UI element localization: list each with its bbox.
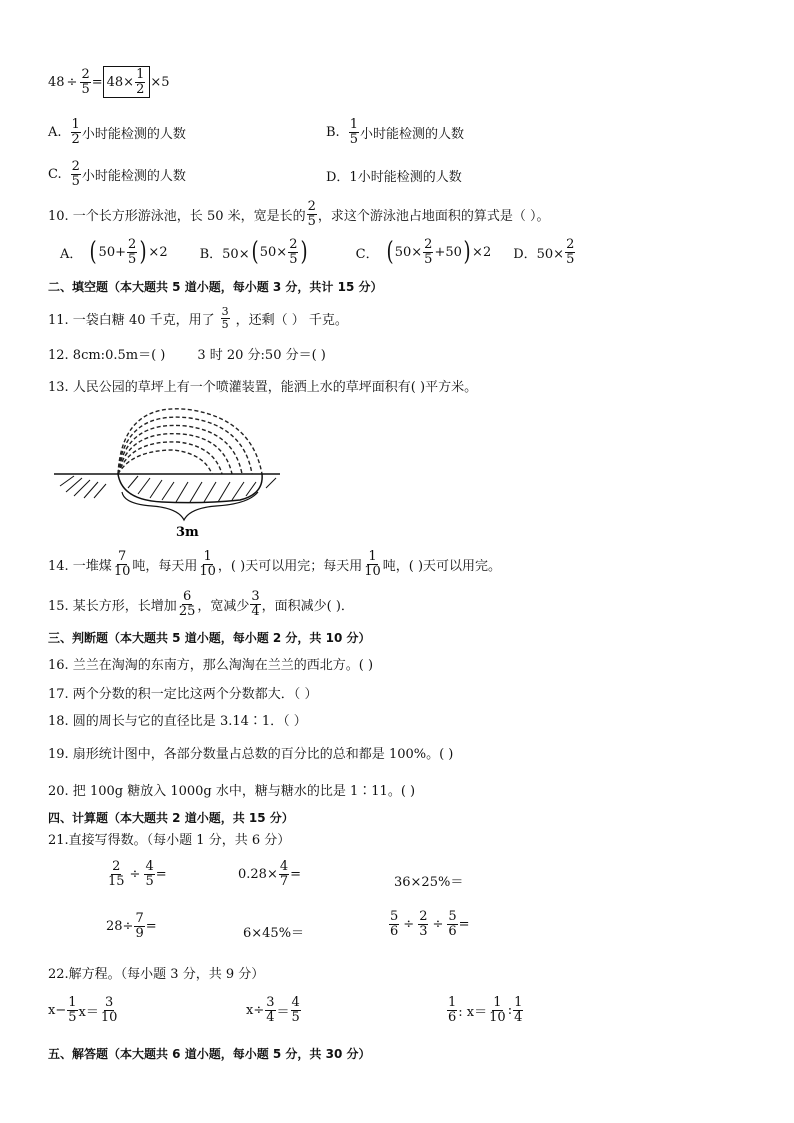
q14: 14. 一堆煤 7 10 吨，每天用 1 10 ，( )天可以用完；每天用 1 10 吨，( )天可以用完。 <box>48 549 502 579</box>
q10-option-b: B．50× ( 50× $\frac{2}{5}$ ) <box>199 237 309 268</box>
q12: 12. 8cm:0.5m＝( ) 3 时 20 分:50 分＝( ) <box>48 348 326 363</box>
q9-option-b: B. 1 5 小时能检测的人数 <box>326 117 464 147</box>
q10-stem: 10. 一个长方形游泳池，长 50 米，宽是长的 2 5 ，求这个游泳池占地面积的算式是（ ）。 <box>48 199 550 229</box>
q21-expr-6: $\frac{5}{6}$ ÷ $\frac{2}{3}$ ÷ $\frac{5}{6}$ = <box>390 909 470 939</box>
q21-expr-2: 0.28× $\frac{4}{7}$ = <box>238 859 302 889</box>
q22-eq-3: 1 6 : x＝ 1 10 : 1 4 <box>448 995 523 1025</box>
q11: 11. 一袋白糖 40 千克，用了 3 5 ，还剩（ ） 千克。 <box>48 305 348 331</box>
q21-expr-3: 36×25%＝ <box>394 875 464 890</box>
q16: 16. 兰兰在淘淘的东南方，那么淘淘在兰兰的西北方。( ) <box>48 658 374 673</box>
q22-eq-1: x− $\frac{1}{5}$ x＝ 3 10 <box>48 995 118 1025</box>
section-heading: 三、判断题（本大题共 5 道小题，每小题 2 分，共 10 分） <box>48 631 371 645</box>
fraction: $\frac{2}{5}$ <box>81 67 90 97</box>
radius-label: 3m <box>176 525 199 540</box>
q15: 15. 某长方形，长增加 6 25 ，宽减少 3 4 ，面积减少( )． <box>48 589 354 619</box>
q9-option-c: C. 2 5 小时能检测的人数 <box>48 159 186 189</box>
q22-eq-2: x÷ $\frac{3}{4}$ ＝ 4 5 <box>246 995 300 1025</box>
boxed-expression: 48× $\frac{1}{2}$ <box>103 66 151 98</box>
q20: 20. 把 100g 糖放入 1000g 水中，糖与糖水的比是 1∶11。( ) <box>48 784 416 799</box>
q9-expression: 48 ÷ $\frac{2}{5}$ = 48× $\frac{1}{2}$ ×5 <box>48 67 170 97</box>
q10-options <box>60 238 576 266</box>
section-heading: 二、填空题（本大题共 5 道小题，每小题 3 分，共计 15 分） <box>48 280 383 294</box>
q17: 17. 两个分数的积一定比这两个分数都大．（ ） <box>48 687 318 702</box>
q21-expr-5: 6×45%＝ <box>243 926 305 941</box>
q10-option-a: A． ( 50+ $\frac{2}{5}$ ) ×2 <box>60 237 168 268</box>
q13: 13. 人民公园的草坪上有一个喷灌装置，能洒上水的草坪面积有( )平方米。 <box>48 380 478 395</box>
q22-title: 22.解方程。（每小题 3 分，共 9 分） <box>48 967 265 982</box>
q10-option-d: D．50× $\frac{2}{5}$ <box>513 237 575 267</box>
q18: 18. 圆的周长与它的直径比是 3.14∶1．（ ） <box>48 714 307 729</box>
section-heading: 五、解答题（本大题共 6 道小题，每小题 5 分，共 30 分） <box>48 1047 371 1061</box>
q10-option-c: C． ( 50× $\frac{2}{5}$ +50 ) ×2 <box>355 237 492 268</box>
q19: 19. 扇形统计图中，各部分数量占总数的百分比的总和都是 100%。( ) <box>48 747 454 762</box>
q21-title: 21.直接写得数。（每小题 1 分，共 6 分） <box>48 833 291 848</box>
q9-option-d: D．1小时能检测的人数 <box>326 170 462 185</box>
section-heading: 四、计算题（本大题共 2 道小题，共 15 分） <box>48 811 294 825</box>
q21-expr-4: 28÷ $\frac{7}{9}$ = <box>106 911 157 941</box>
q9-option-a: A. 1 2 小时能检测的人数 <box>48 117 186 147</box>
sprinkler-figure <box>52 400 284 542</box>
q21-expr-1: $\frac{2}{15}$ ÷ $\frac{4}{5}$ = <box>108 859 167 889</box>
